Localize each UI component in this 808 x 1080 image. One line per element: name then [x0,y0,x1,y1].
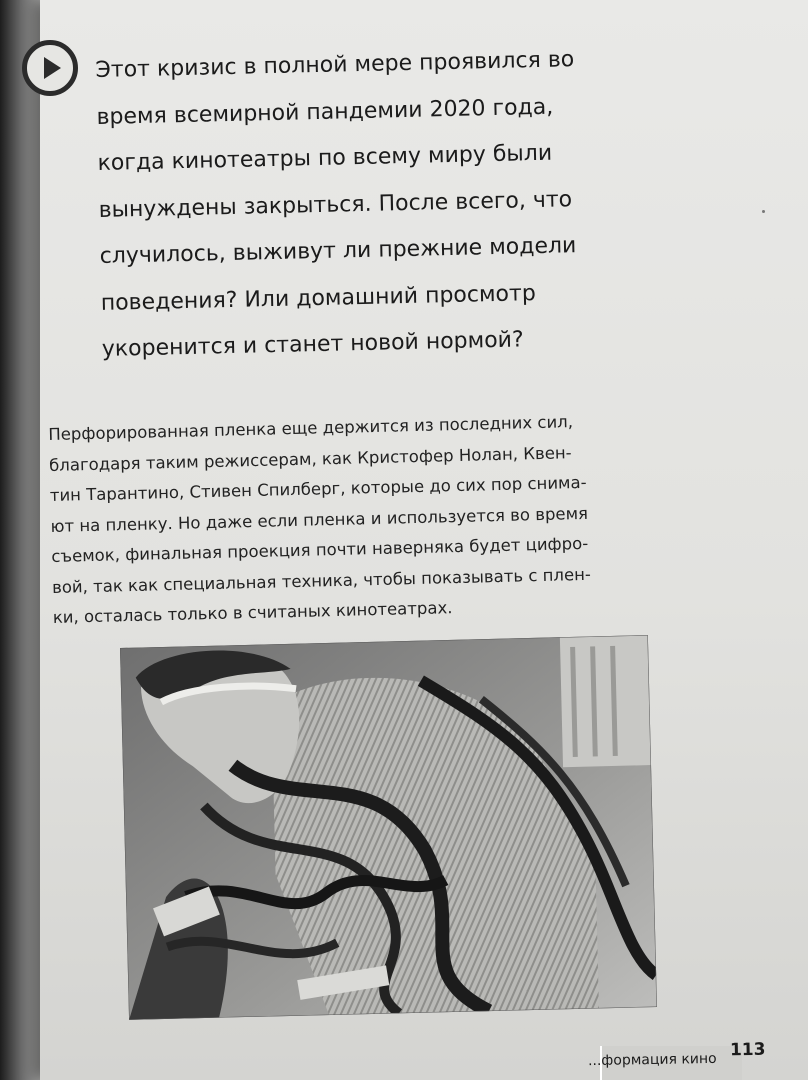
body-line: Перфорированная пленка еще держится из последних сил, [48,412,574,444]
play-circle-icon [22,40,78,96]
lead-line: поведения? Или домашний просмотр [100,280,537,316]
book-page [40,0,808,1080]
film-editor-photo [120,635,657,1020]
lead-paragraph [95,35,662,373]
body-line: тин Тарантино, Стивен Спилберг, которые до сих пор снима- [49,472,587,505]
body-line: вой, так как специальная техника, чтобы показывать с плен- [51,564,592,597]
photo-illustration [120,635,657,1020]
lead-line: когда кинотеатры по всему миру были [97,140,553,176]
body-line: благодаря таким режиссерам, как Кристофер Нолан, Квен- [48,442,572,475]
lead-line: вынуждены закрыться. После всего, что [98,186,573,223]
running-title: ...формация кино [587,1050,717,1070]
lead-line: случилось, выживут ли прежние модели [99,233,577,269]
body-line: съемок, финальная проекция почти наверняка будет цифро- [51,533,589,566]
lead-line: Этот кризис в полной мере проявился во [95,47,575,83]
body-line: ки, осталась только в считаных кинотеатрах. [52,598,453,627]
page-number: 113 [729,1039,766,1061]
lead-line: укоренится и станет новой нормой? [101,327,524,362]
page-mark [762,210,765,213]
play-triangle [44,57,61,79]
lead-line: время всемирной пандемии 2020 года, [96,94,554,130]
body-paragraph [48,404,703,633]
body-line: ют на пленку. Но даже если пленка и используется во время [50,503,589,536]
